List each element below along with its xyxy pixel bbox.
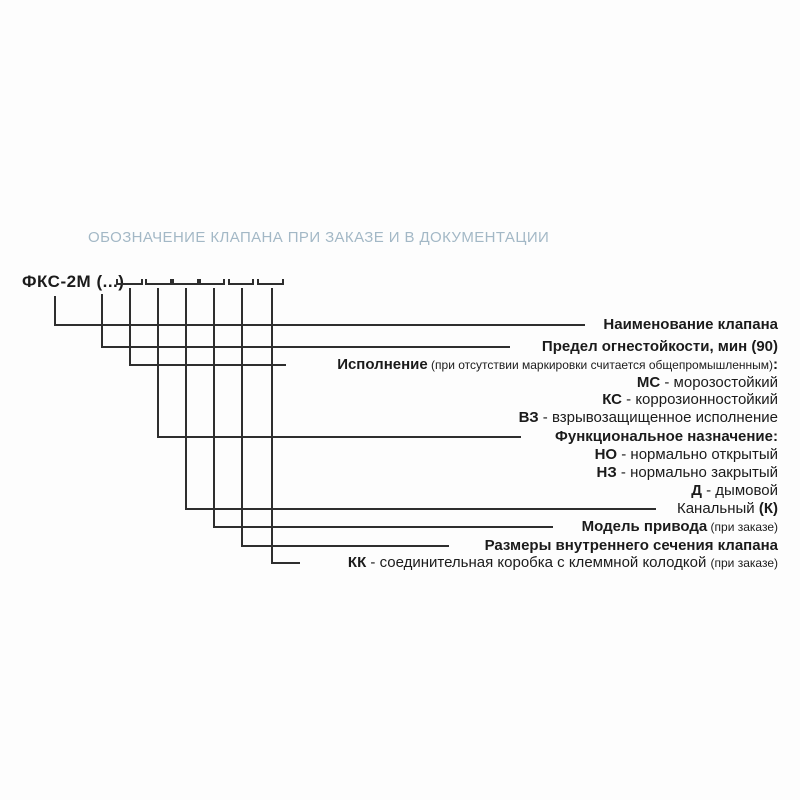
label-actuator-model xyxy=(582,518,778,536)
label-segment: ВЗ xyxy=(518,409,539,426)
label-segment: Модель привода xyxy=(581,518,708,535)
label-segment: НО xyxy=(594,446,618,463)
label-fire-resistance xyxy=(542,338,778,356)
diagram-title: ОБОЗНАЧЕНИЕ КЛАПАНА ПРИ ЗАКАЗЕ И В ДОКУМЕНТАЦИИ xyxy=(88,229,550,246)
label-segment: (при заказе) xyxy=(707,520,778,534)
label-purpose-no xyxy=(595,446,778,464)
label-purpose-nz xyxy=(597,464,778,482)
label-inner-section-size xyxy=(485,537,778,555)
label-segment: Функциональное назначение: xyxy=(555,428,778,445)
label-segment: (К) xyxy=(758,500,778,517)
label-segment: - нормально открытый xyxy=(617,446,778,463)
label-segment: КК xyxy=(347,554,367,571)
label-terminal-box xyxy=(348,554,778,572)
label-segment: КС xyxy=(602,391,622,408)
label-segment: - взрывозащищенное исполнение xyxy=(538,409,778,426)
label-segment: (при заказе) xyxy=(710,556,778,570)
label-segment: Д xyxy=(691,482,702,499)
label-version xyxy=(337,356,778,374)
label-segment: : xyxy=(773,356,778,373)
label-segment: НЗ xyxy=(596,464,617,481)
label-functional-purpose xyxy=(555,428,778,446)
label-segment: - нормально закрытый xyxy=(616,464,778,481)
label-segment: Размеры внутреннего сечения клапана xyxy=(484,537,778,554)
label-segment: Канальный xyxy=(676,500,759,517)
label-segment: - коррозионностойкий xyxy=(621,391,778,408)
code-placeholder-dashes xyxy=(117,279,283,284)
label-segment: Предел огнестойкости, мин (90) xyxy=(541,338,778,355)
label-segment: Исполнение xyxy=(337,356,428,373)
label-segment: - морозостойкий xyxy=(660,374,778,391)
label-purpose-d xyxy=(691,482,778,500)
label-segment: - дымовой xyxy=(701,482,778,499)
label-segment: (при отсутствии маркировки считается общепромышленным) xyxy=(427,358,773,372)
valve-code-label: ФКС-2М (...) xyxy=(22,272,125,291)
label-version-ms xyxy=(637,374,778,392)
label-duct-type xyxy=(677,500,778,518)
label-segment: - соединительная коробка с клеммной колодкой xyxy=(366,554,711,571)
label-segment: МС xyxy=(636,374,661,391)
label-segment: Наименование клапана xyxy=(603,316,778,333)
label-valve-name xyxy=(603,316,778,334)
label-version-vz xyxy=(519,409,778,427)
label-version-ks xyxy=(602,391,778,409)
